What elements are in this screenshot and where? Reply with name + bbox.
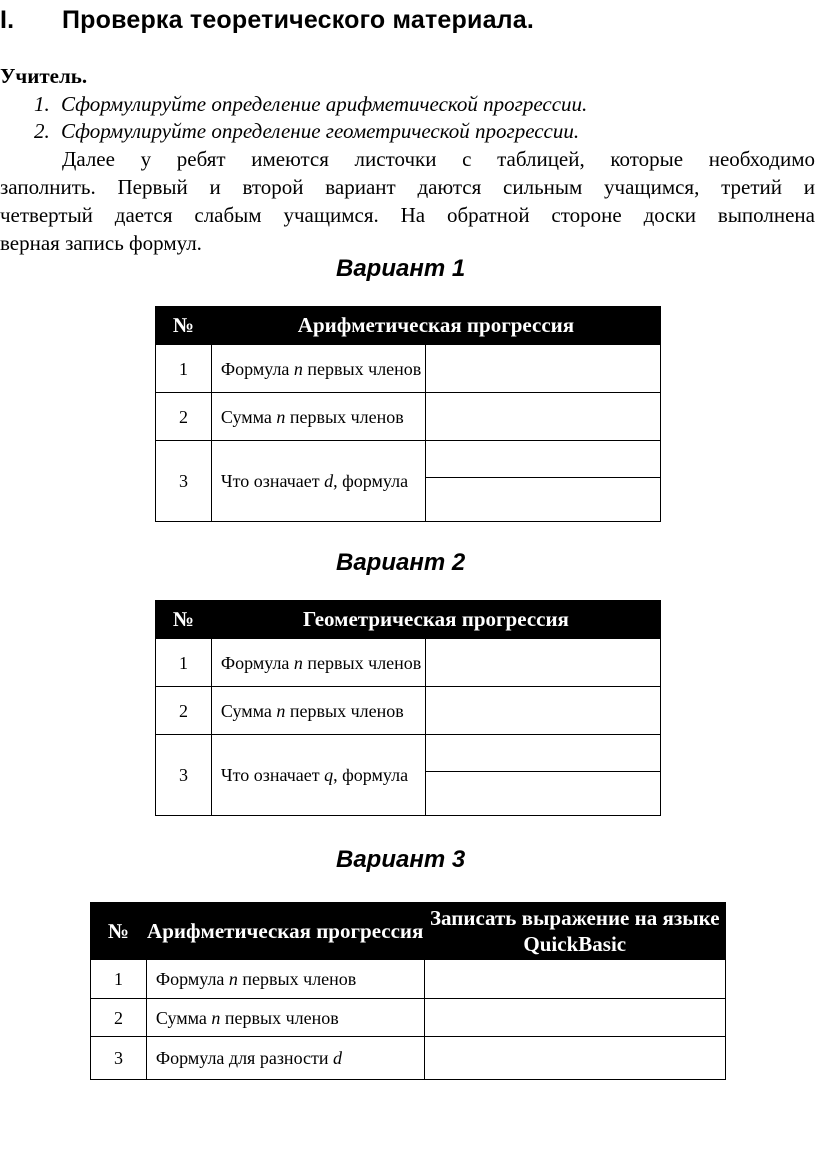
row-label: Сумма n первых членов (146, 999, 424, 1037)
question-text: Сформулируйте определение арифметической прогрессии. (61, 92, 588, 116)
answer-cell[interactable] (424, 1037, 725, 1080)
table-row (91, 960, 726, 999)
table-row (156, 441, 661, 478)
answer-cell[interactable] (425, 345, 660, 393)
table-row (156, 735, 661, 772)
row-number: 2 (91, 999, 147, 1037)
table-row (156, 639, 661, 687)
answer-cell[interactable] (425, 772, 660, 816)
header-title: Геометрическая прогрессия (211, 601, 660, 639)
question-number: 1. (34, 92, 50, 116)
variant-1-table (155, 306, 661, 522)
variant-3-title: Вариант 3 (336, 846, 466, 873)
row-label: Формула n первых членов (146, 960, 424, 999)
answer-cell[interactable] (425, 393, 660, 441)
header-title: Арифметическая прогрессия (211, 307, 660, 345)
question-text: Сформулируйте определение геометрической прогрессии. (61, 119, 580, 143)
body-paragraph (0, 145, 815, 257)
header-num: № (91, 903, 147, 960)
header-arith: Арифметическая прогрессия (146, 903, 424, 960)
row-label: Формула n первых членов (211, 639, 425, 687)
row-number: 1 (91, 960, 147, 999)
paragraph-line: Далее у ребят имеются листочки с таблицей, которые необходимо (62, 147, 815, 171)
question-number: 2. (34, 119, 50, 143)
row-number: 3 (156, 735, 212, 816)
row-label: Формула n первых членов (211, 345, 425, 393)
table-row (156, 393, 661, 441)
row-number: 3 (91, 1037, 147, 1080)
variant-3-table (90, 902, 726, 1080)
answer-cell[interactable] (424, 999, 725, 1037)
header-num: № (156, 601, 212, 639)
row-number: 2 (156, 393, 212, 441)
paragraph-line: заполнить. Первый и второй вариант даются сильным учащимся, третий и (0, 175, 815, 199)
header-quickbasic: Записать выражение на языке QuickBasic (424, 903, 725, 960)
paragraph-line: четвертый дается слабым учащимся. На обратной стороне доски выполнена (0, 203, 815, 227)
teacher-label: Учитель. (0, 64, 88, 88)
table-row (91, 1037, 726, 1080)
row-label: Формула для разности d (146, 1037, 424, 1080)
table-row (91, 999, 726, 1037)
answer-cell[interactable] (425, 687, 660, 735)
section-title: Проверка теоретического материала. (62, 6, 534, 34)
table-row (156, 345, 661, 393)
variant-1-title: Вариант 1 (336, 255, 466, 282)
row-label: Что означает d, формула (211, 441, 425, 522)
section-number: I. (0, 6, 15, 34)
row-number: 1 (156, 639, 212, 687)
question-2 (34, 119, 579, 144)
header-num: № (156, 307, 212, 345)
variant-2-table (155, 600, 661, 816)
table-row (156, 687, 661, 735)
variant-2-title: Вариант 2 (336, 549, 466, 576)
question-1 (34, 92, 587, 117)
row-label: Сумма n первых членов (211, 393, 425, 441)
row-label: Что означает q, формула (211, 735, 425, 816)
answer-cell[interactable] (424, 960, 725, 999)
paragraph-line: верная запись формул. (0, 231, 202, 255)
row-number: 2 (156, 687, 212, 735)
answer-cell[interactable] (425, 735, 660, 772)
row-label: Сумма n первых членов (211, 687, 425, 735)
section-heading (0, 6, 534, 35)
row-number: 1 (156, 345, 212, 393)
answer-cell[interactable] (425, 478, 660, 522)
row-number: 3 (156, 441, 212, 522)
answer-cell[interactable] (425, 441, 660, 478)
answer-cell[interactable] (425, 639, 660, 687)
